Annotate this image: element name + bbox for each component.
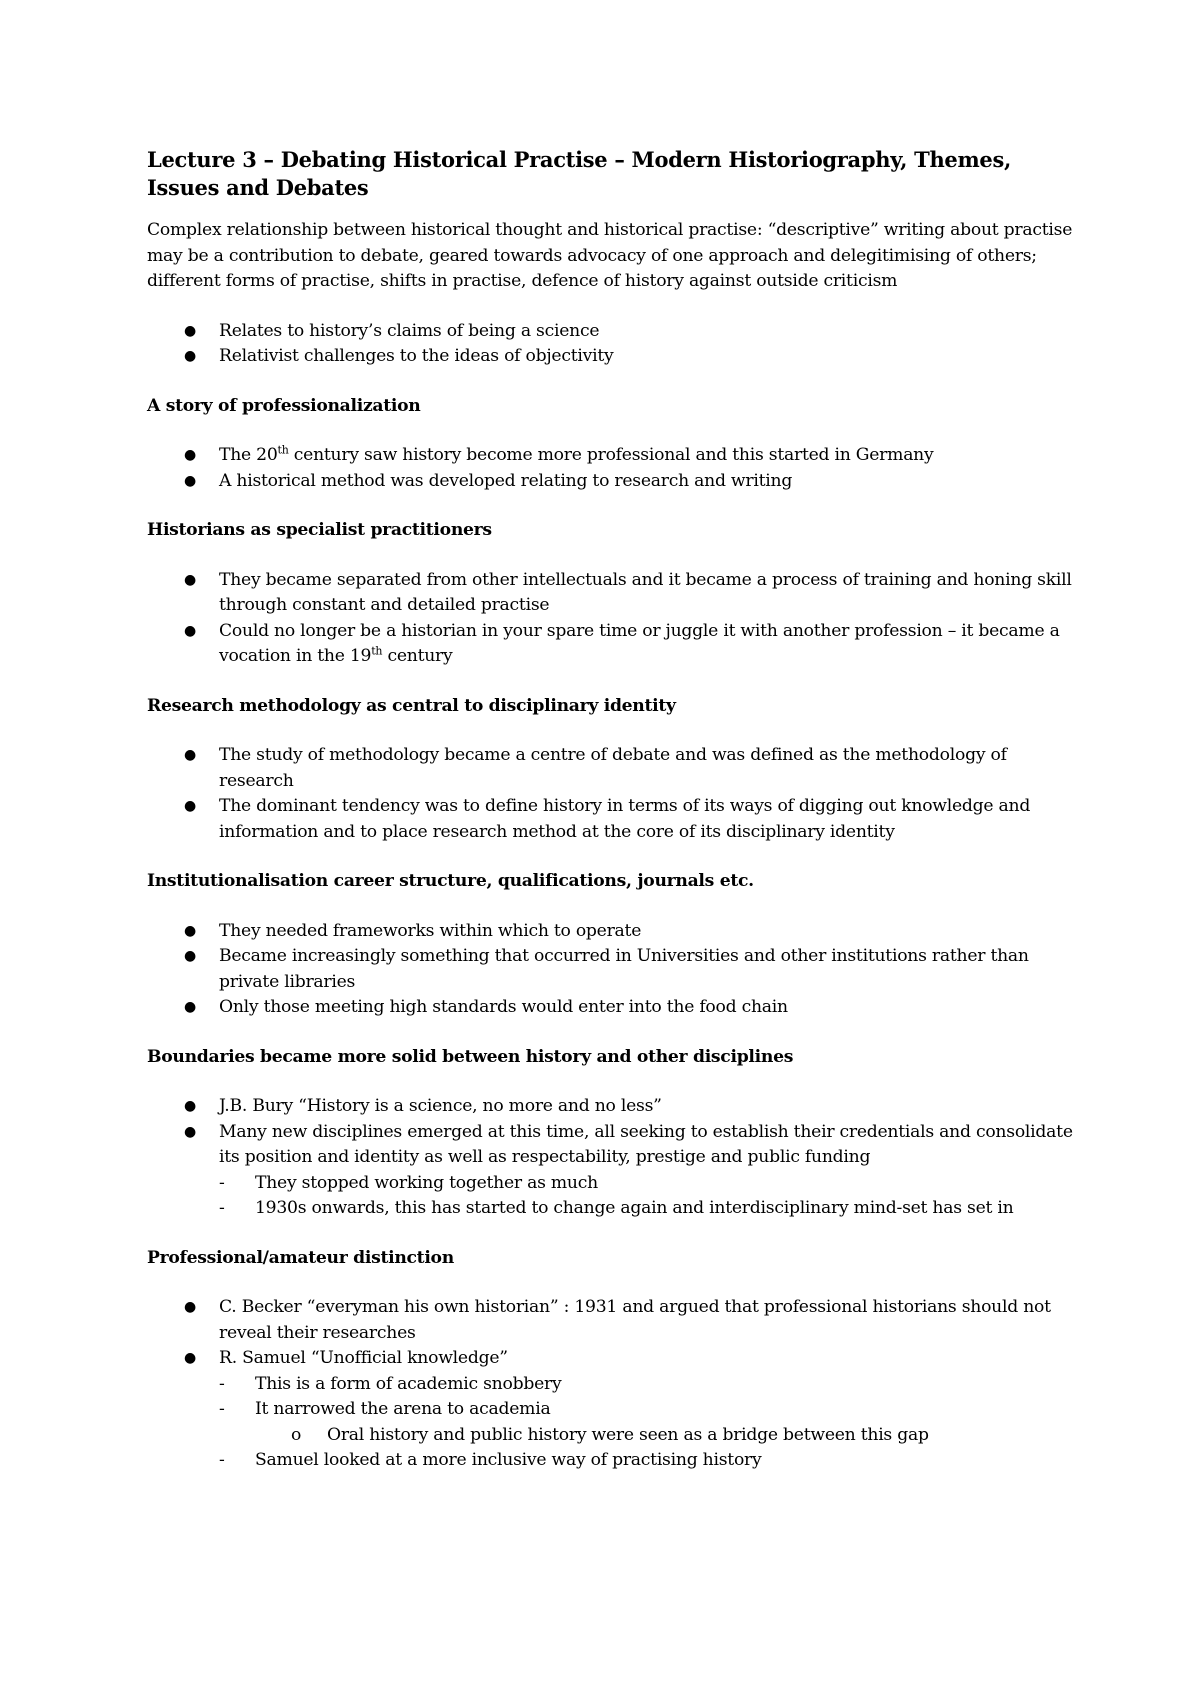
section-heading-institutionalisation: Institutionalisation career structure, qualifications, journals etc. bbox=[147, 871, 754, 891]
list-item: - It narrowed the arena to academia bbox=[147, 1397, 1077, 1423]
bullet-marker: ● bbox=[184, 322, 196, 339]
page-title: Lecture 3 – Debating Historical Practise – Modern Historiography, Themes, Issues and Debates bbox=[147, 147, 1011, 200]
list-item: ● Many new disciplines emerged at this time, all seeking to establish their credentials and consolidate its position and identity as well as respectability, prestige and public funding bbox=[184, 1121, 1073, 1167]
nested-list-container bbox=[147, 1171, 1077, 1222]
list-item: ● Only those meeting high standards would enter into the food chain bbox=[147, 995, 1077, 1021]
bullet-marker: ● bbox=[184, 948, 196, 964]
dash-list bbox=[147, 1372, 1077, 1423]
section-bullet-list bbox=[147, 1094, 1077, 1222]
list-item: ● R. Samuel “Unofficial knowledge” bbox=[147, 1346, 1077, 1372]
list-item: ● C. Becker “everyman his own historian” : 1931 and argued that professional historians should not reveal their researches bbox=[184, 1297, 1051, 1343]
circle-marker: o bbox=[291, 1424, 302, 1445]
list-item: - They stopped working together as much bbox=[147, 1171, 1077, 1197]
list-item: ● Relates to history’s claims of being a science bbox=[147, 319, 1077, 345]
section-heading-specialist-practitioners: Historians as specialist practitioners bbox=[147, 520, 492, 540]
bullet-marker: ● bbox=[184, 999, 196, 1015]
list-item: ● They needed frameworks within which to operate bbox=[147, 919, 1077, 945]
intro-bullet-list bbox=[147, 319, 1077, 370]
section-bullet-list bbox=[147, 1295, 1077, 1474]
section-bullet-list bbox=[147, 919, 1077, 1021]
nested-list-container bbox=[147, 1372, 1077, 1474]
bullet-marker: ● bbox=[184, 1123, 196, 1140]
bullet-marker: ● bbox=[184, 571, 196, 588]
list-item: ● Could no longer be a historian in your spare time or juggle it with another profession – it became a vocation in the 19th century bbox=[184, 620, 1060, 666]
bullet-marker: ● bbox=[184, 1299, 196, 1315]
list-item: o Oral history and public history were seen as a bridge between this gap bbox=[147, 1423, 1077, 1449]
section-bullet-list bbox=[147, 568, 1077, 670]
list-item: ● The dominant tendency was to define history in terms of its ways of digging out knowledge and information and to place research method at the core of its disciplinary identity bbox=[184, 796, 1031, 842]
dash-list bbox=[147, 1171, 1077, 1222]
dash-marker: - bbox=[219, 1399, 225, 1419]
document-body bbox=[147, 146, 1077, 1498]
list-item: - 1930s onwards, this has started to change again and interdisciplinary mind-set has set in bbox=[147, 1196, 1077, 1222]
bullet-marker: ● bbox=[184, 472, 196, 489]
list-item: ● A historical method was developed relating to research and writing bbox=[147, 469, 1077, 495]
list-item: ● The study of methodology became a centre of debate and was defined as the methodology of research bbox=[184, 745, 1007, 791]
bullet-marker: ● bbox=[184, 747, 196, 763]
list-item: ● J.B. Bury “History is a science, no more and no less” bbox=[147, 1094, 1077, 1120]
dash-marker: - bbox=[219, 1450, 225, 1470]
section-heading-research-methodology: Research methodology as central to disciplinary identity bbox=[147, 695, 676, 716]
section-heading-boundaries: Boundaries became more solid between history and other disciplines bbox=[147, 1046, 794, 1067]
bullet-marker: ● bbox=[184, 1098, 196, 1114]
bullet-marker: ● bbox=[184, 622, 196, 639]
section-heading-professionalization: A story of professionalization bbox=[147, 395, 421, 416]
sub-list bbox=[147, 1423, 1077, 1449]
bullet-marker: ● bbox=[184, 922, 196, 939]
list-item: ● Became increasingly something that occurred in Universities and other institutions rather than private libraries bbox=[184, 946, 1029, 992]
list-item: - This is a form of academic snobbery bbox=[147, 1372, 1077, 1398]
section-bullet-list bbox=[147, 443, 1077, 494]
list-item: ● They became separated from other intellectuals and it became a process of training and honing skill through constant and detailed practise bbox=[184, 569, 1072, 615]
intro-paragraph: Complex relationship between historical thought and historical practise: “descriptive” writing about practise may be a contribution to debate, geared towards advocacy of one approach and delegitimising of others; different forms of practise, shifts in practise, defence of history against outside criticism bbox=[147, 220, 1073, 291]
list-item: ● Relativist challenges to the ideas of objectivity bbox=[147, 344, 1077, 370]
bullet-marker: ● bbox=[184, 348, 196, 364]
bullet-marker: ● bbox=[184, 447, 196, 463]
list-item: - Samuel looked at a more inclusive way of practising history bbox=[147, 1448, 1077, 1474]
dash-marker: - bbox=[219, 1198, 225, 1218]
dash-marker: - bbox=[219, 1373, 225, 1394]
bullet-marker: ● bbox=[184, 1350, 196, 1366]
dash-list bbox=[147, 1448, 1077, 1474]
bullet-marker: ● bbox=[184, 798, 196, 814]
section-bullet-list bbox=[147, 743, 1077, 845]
dash-marker: - bbox=[219, 1172, 225, 1193]
section-heading-professional-amateur: Professional/amateur distinction bbox=[147, 1247, 454, 1268]
list-item: ● The 20th century saw history become more professional and this started in Germany bbox=[147, 443, 1077, 469]
